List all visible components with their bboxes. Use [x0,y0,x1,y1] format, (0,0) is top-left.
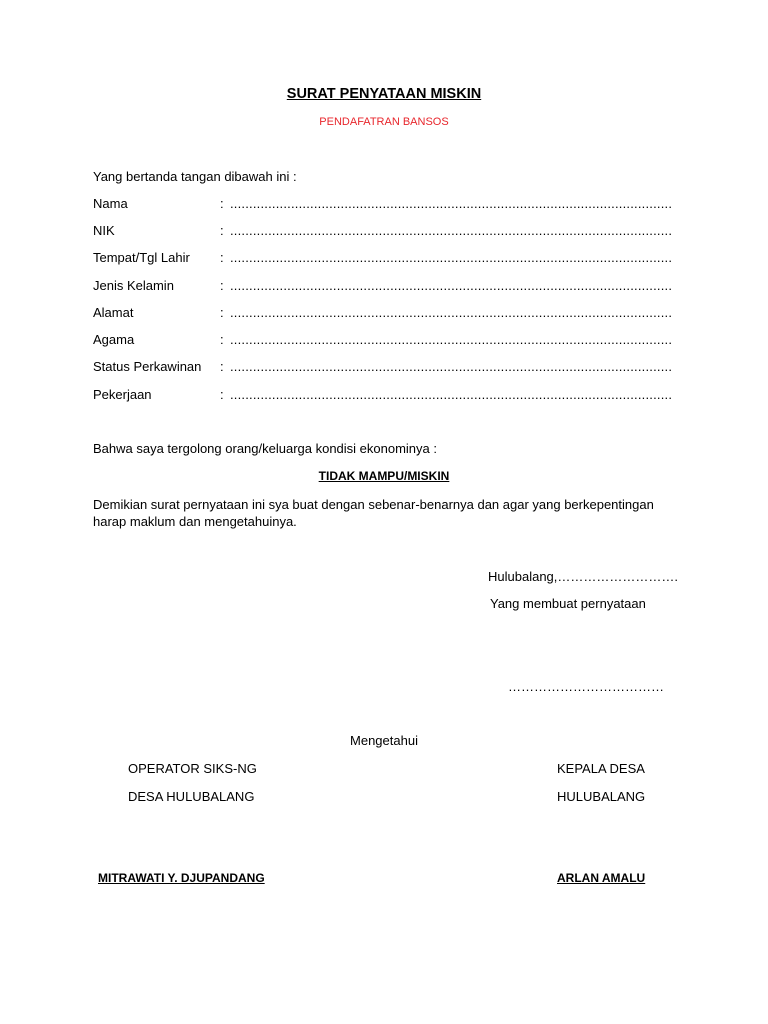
field-colon: : [220,196,224,211]
field-colon: : [220,359,224,374]
field-blank: .................................................................................................................... [230,359,673,374]
field-colon: : [220,305,224,320]
left-signer-role: OPERATOR SIKS-NG [128,761,257,776]
field-label: Status Perkawinan [93,359,202,374]
field-colon: : [220,278,224,293]
right-signer-role: KEPALA DESA [557,761,645,776]
field-blank: .................................................................................................................... [230,250,673,265]
field-colon: : [220,387,224,402]
right-signer-org: HULUBALANG [557,789,646,804]
field-label: Nama [93,196,128,211]
condition-heading: TIDAK MAMPU/MISKIN [318,469,450,483]
right-signer-name: ARLAN AMALU [557,871,646,885]
field-colon: : [220,250,224,265]
left-signer-org: DESA HULUBALANG [128,789,255,804]
signer-role: Yang membuat pernyataan [490,596,646,611]
field-blank: .................................................................................................................... [230,196,673,211]
statement-text: Bahwa saya tergolong orang/keluarga kondisi ekonominya : [93,441,437,456]
field-label: Pekerjaan [93,387,152,402]
signer-signature-line: ……………………………… [508,679,664,694]
intro-text: Yang bertanda tangan dibawah ini : [93,169,297,184]
field-colon: : [220,332,224,347]
field-blank: .................................................................................................................... [230,305,673,320]
left-signer-name: MITRAWATI Y. DJUPANDANG [98,871,265,885]
place-date: Hulubalang,………………………. [488,569,678,584]
document-title: SURAT PENYATAAN MISKIN [286,86,482,102]
field-blank: .................................................................................................................... [230,223,673,238]
acknowledge-heading: Mengetahui [350,733,418,748]
field-label: NIK [93,223,115,238]
closing-paragraph: Demikian surat pernyataan ini sya buat dengan sebenar-benarnya dan agar yang berkepentingan harap maklum dan mengetahuinya. [93,497,654,529]
field-label: Alamat [93,305,134,320]
field-label: Agama [93,332,135,347]
field-blank: .................................................................................................................... [230,278,673,293]
field-label: Jenis Kelamin [93,278,174,293]
field-blank: .................................................................................................................... [230,332,673,347]
field-blank: .................................................................................................................... [230,387,673,402]
field-colon: : [220,223,224,238]
field-label: Tempat/Tgl Lahir [93,250,190,265]
document-subtitle: PENDAFATRAN BANSOS [319,116,449,128]
